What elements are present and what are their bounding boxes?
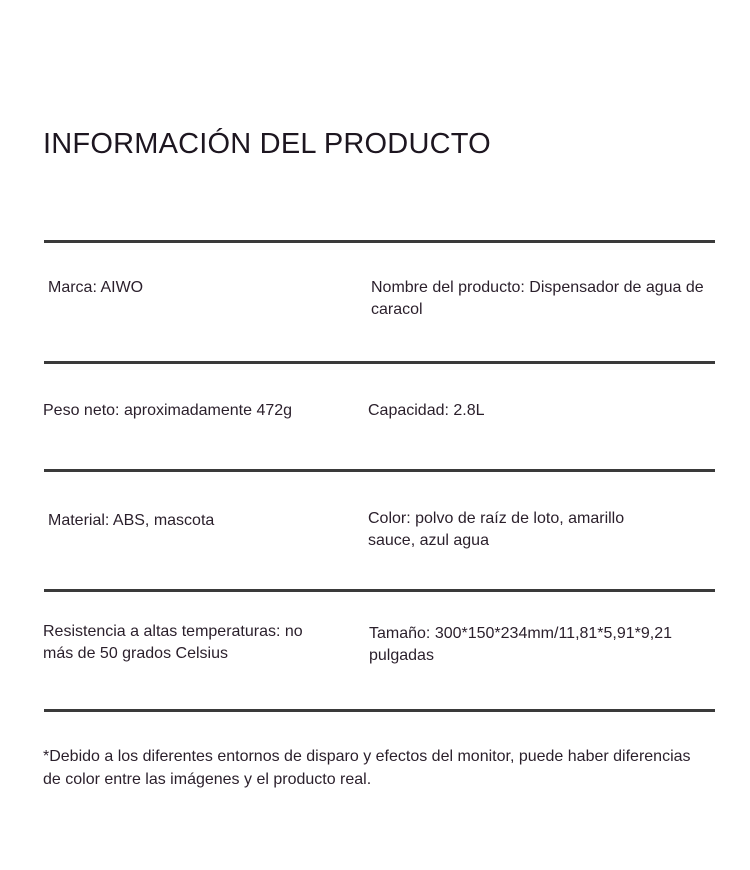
spec-heat-resistance: Resistencia a altas temperaturas: no más de 50 grados Celsius bbox=[43, 623, 303, 662]
table-divider bbox=[44, 589, 715, 592]
spec-product-name: Nombre del producto: Dispensador de agua de caracol bbox=[371, 279, 704, 318]
color-disclaimer-note: *Debido a los diferentes entornos de disparo y efectos del monitor, puede haber diferencias de color entre las imágenes y el producto real. bbox=[43, 748, 691, 788]
spec-color: Color: polvo de raíz de loto, amarillo sauce, azul agua bbox=[368, 510, 625, 549]
spec-material: Material: ABS, mascota bbox=[48, 512, 215, 529]
table-divider-top bbox=[44, 240, 715, 243]
spec-net-weight: Peso neto: aproximadamente 472g bbox=[43, 402, 293, 419]
page-title: INFORMACIÓN DEL PRODUCTO bbox=[43, 128, 491, 160]
table-divider bbox=[44, 361, 715, 364]
spec-size: Tamaño: 300*150*234mm/11,81*5,91*9,21 pulgadas bbox=[369, 625, 673, 664]
table-divider-bottom bbox=[44, 709, 715, 712]
spec-brand: Marca: AIWO bbox=[48, 279, 144, 296]
spec-capacity: Capacidad: 2.8L bbox=[368, 402, 485, 419]
table-divider bbox=[44, 469, 715, 472]
